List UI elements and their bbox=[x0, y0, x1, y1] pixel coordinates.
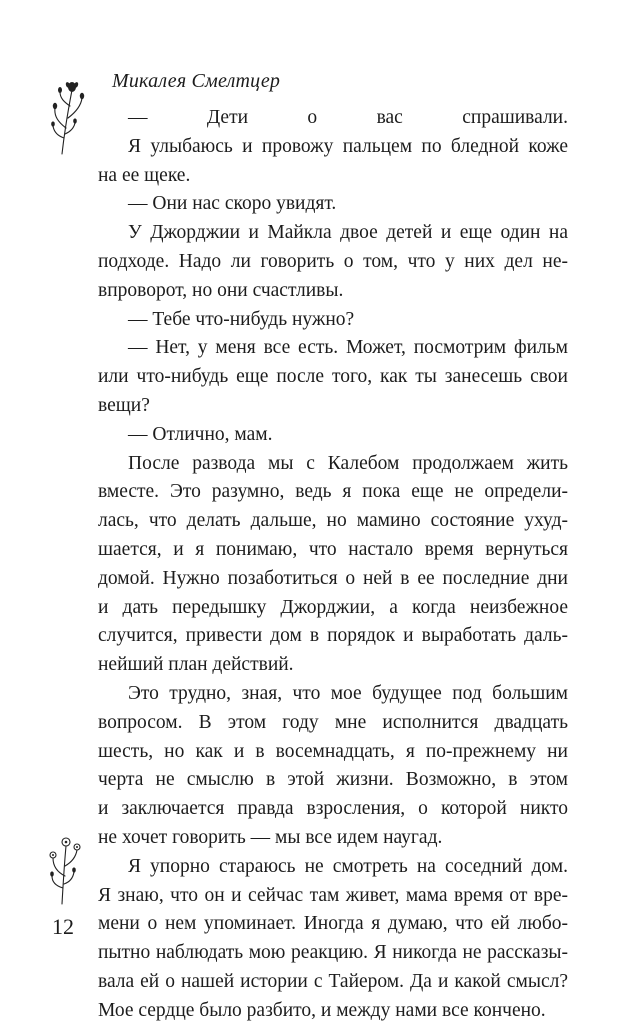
page-number: 12 bbox=[52, 914, 74, 939]
floral-sprig-icon bbox=[48, 76, 92, 156]
text-line: домой. Нужно позаботиться о ней в ее последние дни bbox=[98, 567, 568, 589]
text-line: — Тебе что-нибудь нужно? bbox=[128, 308, 355, 330]
running-header: Микалея Смелтцер bbox=[112, 70, 281, 92]
text-line: подходе. Надо ли говорить о том, что у них дел не- bbox=[98, 250, 568, 272]
text-line: или что-нибудь еще после того, как ты занесешь свои bbox=[98, 366, 568, 388]
text-line: не хочет говорить — мы все идем наугад. bbox=[98, 826, 443, 848]
text-line: черта не смыслю в этой жизни. Возможно, в этом bbox=[98, 769, 568, 791]
text-line: случится, привести дом в порядок и выработать даль- bbox=[98, 625, 568, 647]
text-line: — Отлично, мам. bbox=[128, 423, 273, 445]
text-line: вместе. Это разумно, ведь я пока еще не определи- bbox=[98, 481, 568, 503]
text-line: После развода мы с Калебом продолжаем жить bbox=[128, 452, 568, 474]
text-line: — Они нас скоро увидят. bbox=[128, 193, 337, 215]
text-line: — Дети о вас спрашивали. bbox=[128, 107, 568, 128]
text-line: и дать передышку Джорджии, а когда неизбежное bbox=[98, 596, 568, 618]
text-line: на ее щеке. bbox=[98, 164, 191, 186]
body-text bbox=[98, 104, 568, 1026]
text-line: шается, и я понимаю, что настало время вернуться bbox=[98, 538, 568, 560]
text-line: вала ей о нашей истории с Тайером. Да и какой смысл? bbox=[98, 970, 568, 992]
text-line: лась, что делать дальше, но мамино состояние ухуд- bbox=[98, 510, 568, 532]
text-line: Я улыбаюсь и провожу пальцем по бледной коже bbox=[128, 135, 568, 157]
text-line: — Нет, у меня все есть. Может, посмотрим фильм bbox=[128, 337, 568, 359]
text-line: мени о нем упоминает. Иногда я думаю, что ей любо- bbox=[98, 913, 568, 935]
text-line: пытно наблюдать мою реакцию. Я никогда не рассказы- bbox=[98, 942, 568, 964]
text-line: шесть, но как и в восемнадцать, я по-прежнему ни bbox=[98, 740, 568, 762]
text-line: вещи? bbox=[98, 394, 150, 416]
text-line: У Джорджии и Майкла двое детей и еще один на bbox=[128, 222, 568, 244]
text-line: и заключается правда взросления, о которой никто bbox=[98, 798, 568, 820]
text-line: нейший план действий. bbox=[98, 654, 294, 676]
text-line: Я знаю, что он и сейчас там живет, мама время от вре- bbox=[98, 884, 568, 906]
text-line: вопросом. В этом году мне исполнится двадцать bbox=[98, 711, 568, 733]
text-line: Мое сердце было разбито, и между нами все кончено. bbox=[98, 999, 546, 1021]
floral-sprig-icon bbox=[44, 826, 88, 906]
text-line: Это трудно, зная, что мое будущее под большим bbox=[128, 682, 568, 704]
text-line: впроворот, но они счастливы. bbox=[98, 279, 344, 301]
text-line: Я упорно стараюсь не смотреть на соседний дом. bbox=[128, 855, 568, 877]
